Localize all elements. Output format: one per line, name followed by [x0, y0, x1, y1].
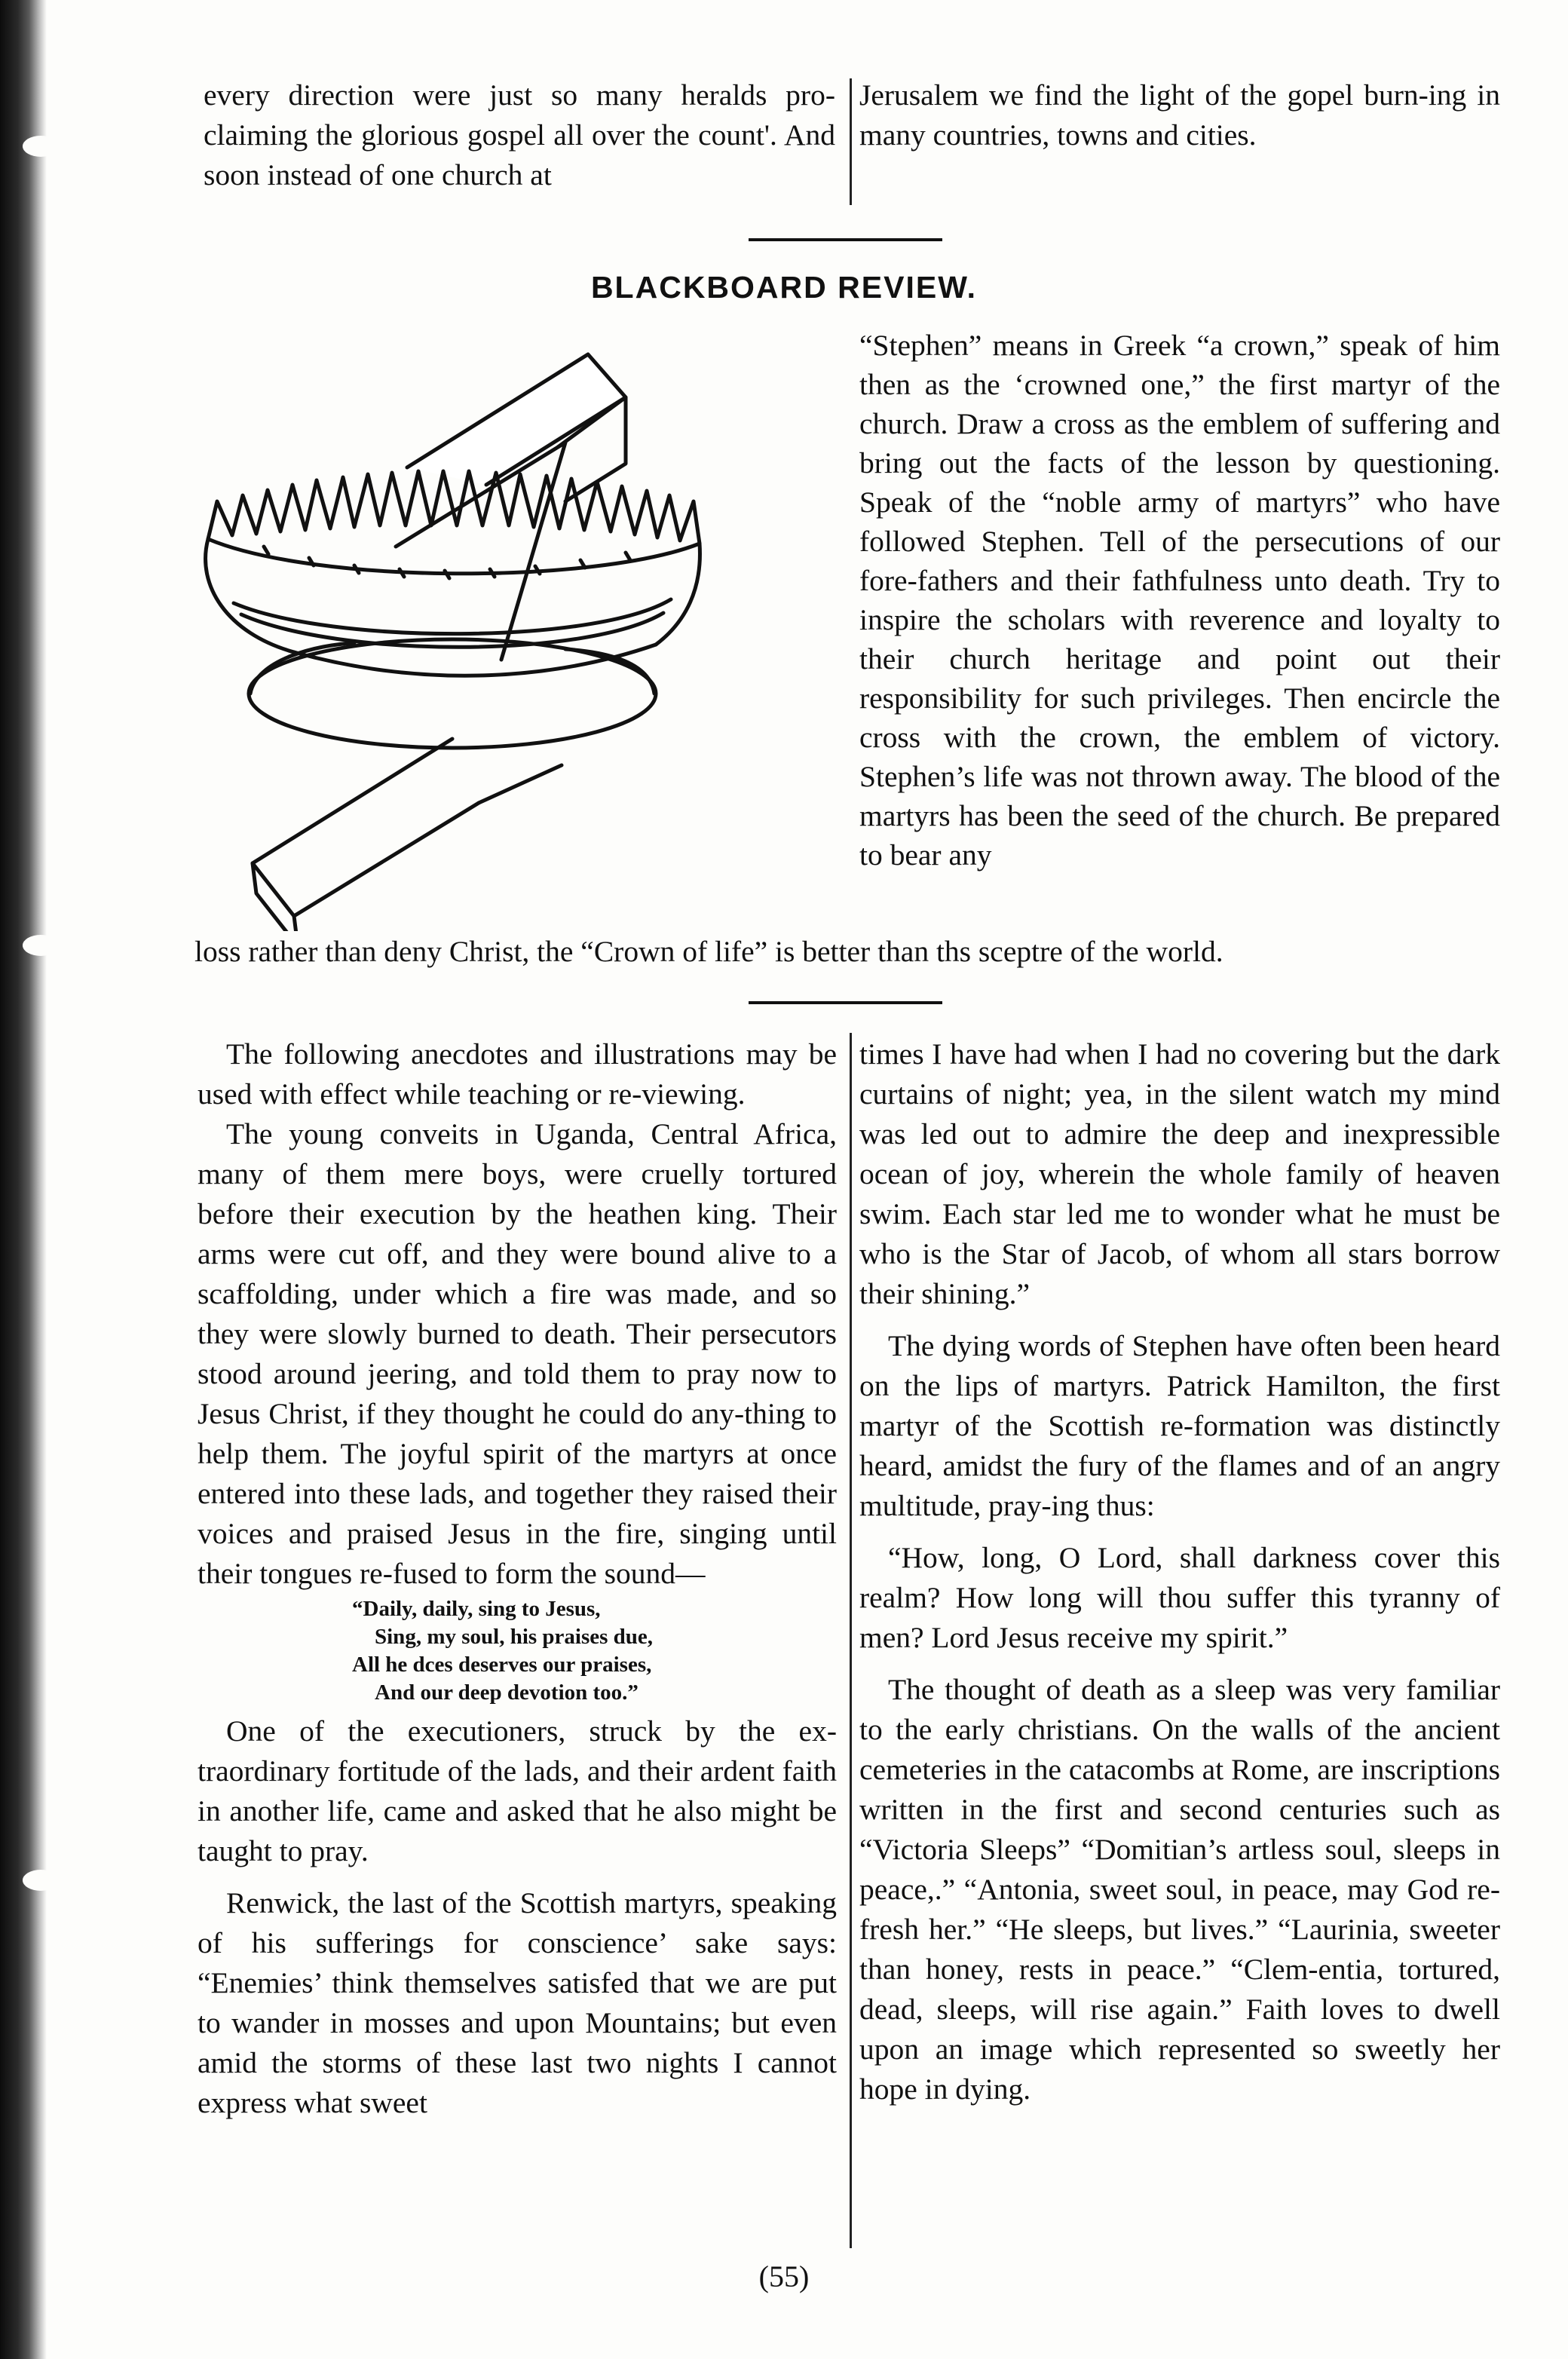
blackboard-heading: BLACKBOARD REVIEW.	[590, 270, 978, 305]
blackboard-review-paragraph: “Stephen” means in Greek “a crown,” speak of him then as the ‘crowned one,” the first martyr of the church. Draw a cross as the emblem of suffering and bring out the facts of the lesson by questioning. Speak of the “noble army of martyrs” who have followed Stephen. Tell of the persecutions of our fore-fathers and their fathfulness unto death. Try to inspire the scholars with reverence and loyalty to their church heritage and point out their responsibility for such privileges. Then encircle the cross with the crown, the emblem of victory. Stephen’s life was not thrown away. The blood of the martyrs has been the seed of the church. Be prepared to bear any	[859, 329, 1500, 872]
blackboard-review-last-line: loss rather than deny Christ, the “Crown of life” is better than ths sceptre of the world.	[194, 935, 1223, 968]
top-right-text: Jerusalem we find the light of the gopel burn-ing in many countries, towns and cities.	[859, 78, 1500, 152]
lower-column-rule	[850, 1033, 852, 2248]
right-column	[859, 1034, 1500, 2109]
hymn-line: “Daily, daily, sing to Jesus,	[352, 1597, 601, 1621]
right-paragraph-3: “How, long, O Lord, shall darkness cover this realm? How long will thou suffer this tyranny of men? Lord Jesus receive my spirit.”	[859, 1541, 1500, 1654]
left-paragraph-4: Renwick, the last of the Scottish martyrs, speaking of his sufferings for conscience’ sake says: “Enemies’ think themselves satisfed that we are put to wander in mosses and upon Mountains; but even amid the storms of these last two nights I cannot express what sweet	[198, 1886, 837, 2119]
hymn-line: And our deep devotion too.”	[375, 1680, 639, 1705]
page-binding-edge	[0, 0, 47, 2359]
hymn-verse	[198, 1595, 837, 1707]
left-paragraph-1: The following anecdotes and illustrations may be used with effect while teaching or re-viewing.	[198, 1037, 837, 1111]
top-right-column	[859, 75, 1500, 155]
section-rule-top	[749, 238, 942, 241]
left-column	[198, 1034, 837, 2123]
page-number: (55)	[758, 2259, 810, 2293]
top-column-rule	[850, 78, 852, 205]
hymn-line: Sing, my soul, his praises due,	[375, 1625, 654, 1649]
right-paragraph-2: The dying words of Stephen have often been heard on the lips of martyrs. Patrick Hamilton, the first martyr of the Scottish re-formation was distinctly heard, amidst the fury of the flames and of an angry multitude, pray-ing thus:	[859, 1329, 1500, 1522]
left-paragraph-3: One of the executioners, struck by the ex-traordinary fortitude of the lads, and their ardent faith in another life, came and asked that he also might be taught to pray.	[198, 1714, 837, 1867]
binding-notch	[23, 136, 59, 157]
hymn-line: All he dces deserves our praises,	[352, 1653, 652, 1677]
left-paragraph-2: The young conveits in Uganda, Central Africa, many of them mere boys, were cruelly tortured before their execution by the heathen king. Their arms were cut off, and they were bound alive to a scaffolding, under which a fire was made, and so they were slowly burned to death. Their persecutors stood around jeering, and told them to pray now to Jesus Christ, if they thought he could do any-thing to help them. The joyful spirit of the martyrs at once entered into these lads, and together they raised their voices and praised Jesus in the fire, singing until their tongues re-fused to form the sound—	[198, 1117, 837, 1590]
top-left-text: every direction were just so many heralds pro-claiming the glorious gospel all over the count'. And soon instead of one church at	[204, 78, 835, 191]
section-rule-bottom	[749, 1001, 942, 1004]
top-left-column	[204, 75, 835, 195]
right-paragraph-1: times I have had when I had no covering but the dark curtains of night; yea, in the silent watch my mind was led out to admire the deep and inexpressible ocean of joy, wherein the whole family of heaven swim. Each star led me to wonder what he must be who is the Star of Jacob, of whom all stars borrow their shining.”	[859, 1037, 1500, 1310]
crown-and-cross-illustration	[204, 320, 852, 931]
binding-notch	[23, 935, 59, 956]
blackboard-review-text	[859, 326, 1500, 875]
right-paragraph-4: The thought of death as a sleep was very familiar to the early christians. On the walls of the ancient cemeteries in the catacombs at Rome, are inscriptions written in the first and second centuries such as “Victoria Sleeps” “Domitian’s artless soul, sleeps in peace,.” “Antonia, sweet soul, in peace, may God re-fresh her.” “He sleeps, but lives.” “Laurinia, sweeter than honey, rests in peace.” “Clem-entia, tortured, dead, sleeps, will rise again.” Faith loves to dwell upon an image which represented so sweetly her hope in dying.	[859, 1673, 1500, 2106]
binding-notch	[23, 1870, 59, 1891]
